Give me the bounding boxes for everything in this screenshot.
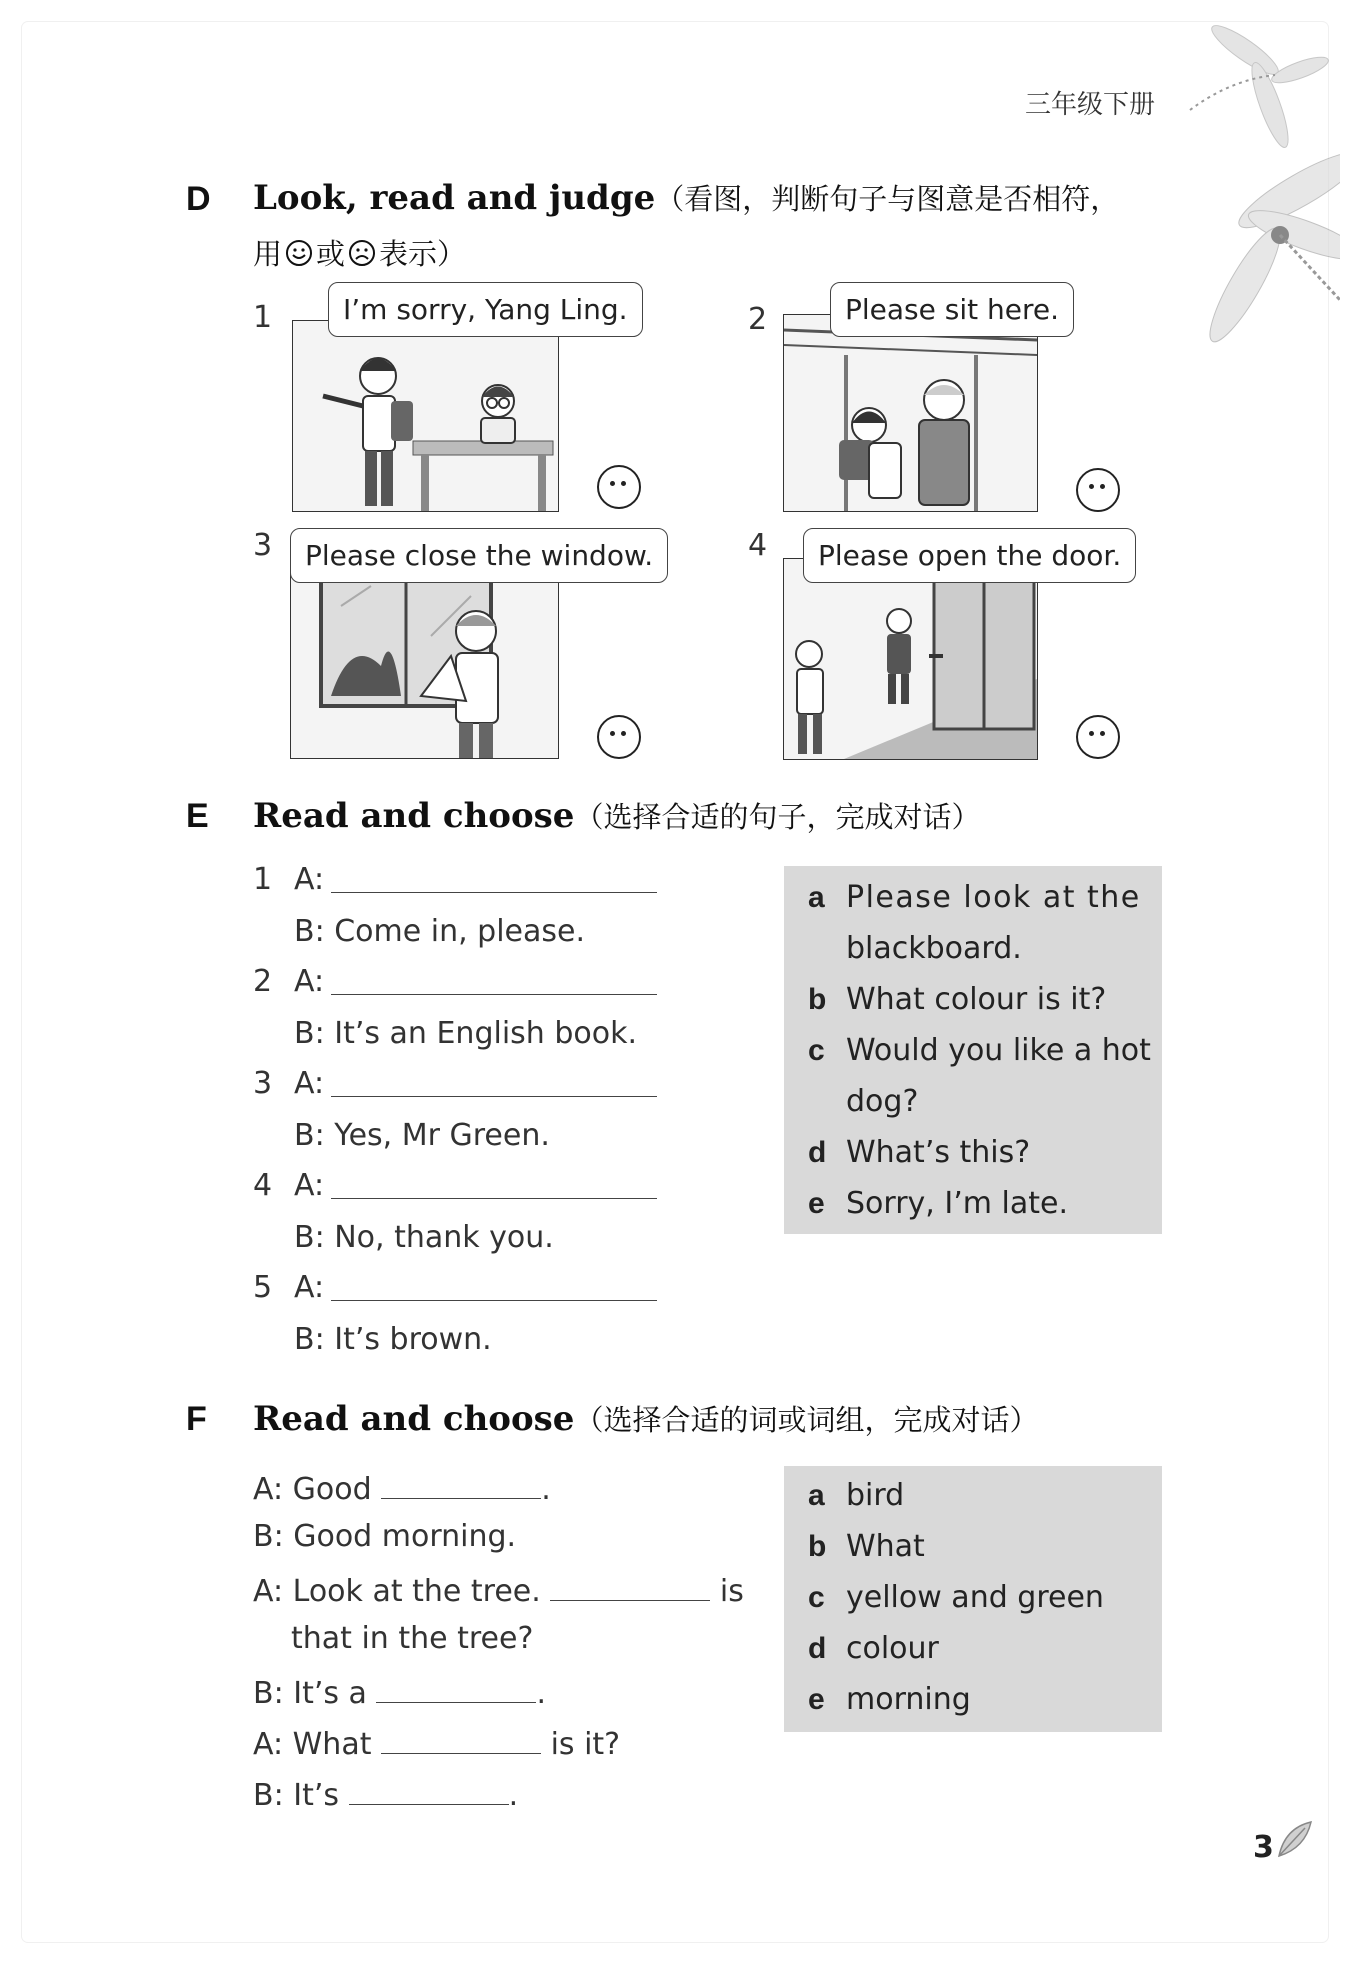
option-key: d [808,1136,827,1169]
dialog-number: 2 [253,964,273,999]
answer-blank-5[interactable] [331,1270,657,1301]
option-e-c-cont: dog? [846,1084,919,1119]
option-key: c [808,1034,825,1067]
option-text: morning [846,1682,971,1717]
dialog-b-line: B: Come in, please. [294,914,586,949]
section-d-title: Look, read and judge [253,178,656,218]
option-f-d [808,1631,939,1666]
picture-4-panel [783,558,1038,760]
option-key: b [808,983,827,1016]
option-key: e [808,1683,825,1716]
f-text: B: It’s [253,1778,340,1813]
item-3-number: 3 [253,528,273,563]
option-text: What colour is it? [846,982,1107,1017]
dialog-a-label: A: [294,1168,325,1203]
option-e-c [808,1033,1151,1068]
answer-blank-3[interactable] [331,1066,657,1097]
picture-2-panel [783,314,1038,512]
section-d-letter: D [186,180,211,218]
f-text: . [508,1778,519,1813]
option-e-b [808,982,1106,1017]
speech-bubble-1: I’m sorry, Yang Ling. [328,282,643,337]
dialog-a-label: A: [294,1066,325,1101]
section-d-heading [253,177,1119,218]
sad-face-icon [347,238,377,268]
option-text: What [846,1529,925,1564]
section-f-heading [253,1398,1038,1439]
option-text: yellow and green [846,1580,1104,1615]
option-text: bird [846,1478,905,1513]
dialog-b-line: B: Yes, Mr Green. [294,1118,550,1153]
speech-bubble-4: Please open the door. [803,528,1136,583]
option-f-e [808,1682,971,1717]
option-text: Would you like a hot [846,1033,1151,1068]
option-e-a [808,880,1141,915]
option-text: Please look at the [846,880,1141,915]
section-f-subtitle: （选择合适的词或词组，完成对话） [574,1403,1039,1437]
f-line-5 [253,1672,546,1711]
option-key: a [808,1479,825,1512]
section-d-subtitle-post: 表示） [379,237,467,271]
section-d-subtitle-line2 [253,232,466,273]
leaf-decoration-icon [1275,1818,1315,1860]
dialog-number: 5 [253,1270,273,1305]
answer-blank-1[interactable] [331,862,657,893]
dialog-number: 1 [253,862,273,897]
option-e-e [808,1186,1068,1221]
dialog-b-line: B: It’s brown. [294,1322,492,1357]
f-text: A: What [253,1727,372,1762]
f-text: . [536,1676,547,1711]
answer-face-2-icon[interactable] [1076,468,1120,512]
f-line-3 [253,1570,744,1609]
option-key: b [808,1530,827,1563]
picture-1-panel [292,320,559,512]
option-text: Sorry, I’m late. [846,1186,1068,1221]
answer-face-1-icon[interactable] [597,465,641,509]
f-blank-4[interactable] [381,1723,541,1754]
boy-apologizing-illustration [293,321,558,511]
option-key: a [808,881,825,914]
option-f-a [808,1478,904,1513]
f-blank-1[interactable] [381,1468,541,1499]
f-text: . [541,1472,551,1507]
option-f-c [808,1580,1104,1615]
dialog-number: 4 [253,1168,273,1203]
dialog-a-label: A: [294,862,325,897]
dialog-a-label: A: [294,964,325,999]
answer-blank-2[interactable] [331,964,657,995]
boy-offering-seat-illustration [784,315,1037,511]
answer-face-3-icon[interactable] [597,715,641,759]
smile-face-icon [284,238,314,268]
section-f-title: Read and choose [253,1399,575,1439]
option-key: c [808,1581,825,1614]
item-1-number: 1 [253,300,273,335]
section-e-subtitle: （选择合适的句子，完成对话） [574,800,981,834]
section-e-letter: E [186,797,209,835]
section-e-heading [253,795,980,836]
speech-bubble-3: Please close the window. [290,528,668,583]
option-key: d [808,1632,827,1665]
dialog-a-label: A: [294,1270,325,1305]
f-blank-5[interactable] [349,1774,509,1805]
dialog-b-line: B: It’s an English book. [294,1016,637,1051]
option-text: What’s this? [846,1135,1031,1170]
item-4-number: 4 [748,528,768,563]
f-text: A: Good [253,1472,372,1507]
answer-blank-4[interactable] [331,1168,657,1199]
f-text: is [719,1574,744,1609]
section-d-subtitle-pre: 用 [253,237,283,271]
section-e-options-box [784,866,1162,1234]
section-f-options-box [784,1466,1162,1732]
f-line-7 [253,1774,518,1813]
option-e-d [808,1135,1030,1170]
section-e-title: Read and choose [253,796,575,836]
f-line-4: that in the tree? [291,1621,534,1656]
f-line-2: B: Good morning. [253,1519,517,1554]
f-blank-3[interactable] [376,1672,536,1703]
item-2-number: 2 [748,302,768,337]
grade-label: 三年级下册 [1025,90,1156,120]
f-line-6 [253,1723,620,1762]
page-number: 3 [1253,1830,1274,1865]
option-text: colour [846,1631,939,1666]
f-text: A: Look at the tree. [253,1574,541,1609]
option-f-b [808,1529,925,1564]
f-line-1 [253,1468,551,1507]
section-f-letter: F [186,1400,207,1438]
f-text: is it? [550,1727,621,1762]
dialog-b-line: B: No, thank you. [294,1220,554,1255]
speech-bubble-2: Please sit here. [830,282,1074,337]
dialog-number: 3 [253,1066,273,1101]
option-key: e [808,1187,825,1220]
dragonfly-decoration-icon [1150,10,1340,350]
f-blank-2[interactable] [550,1570,710,1601]
answer-face-4-icon[interactable] [1076,715,1120,759]
section-d-subtitle-1: （看图，判断句子与图意是否相符， [655,182,1120,216]
f-text: B: It’s a [253,1676,367,1711]
section-d-subtitle-mid: 或 [316,237,346,271]
option-e-a-cont: blackboard. [846,931,1022,966]
boy-opening-door-illustration [784,559,1037,759]
